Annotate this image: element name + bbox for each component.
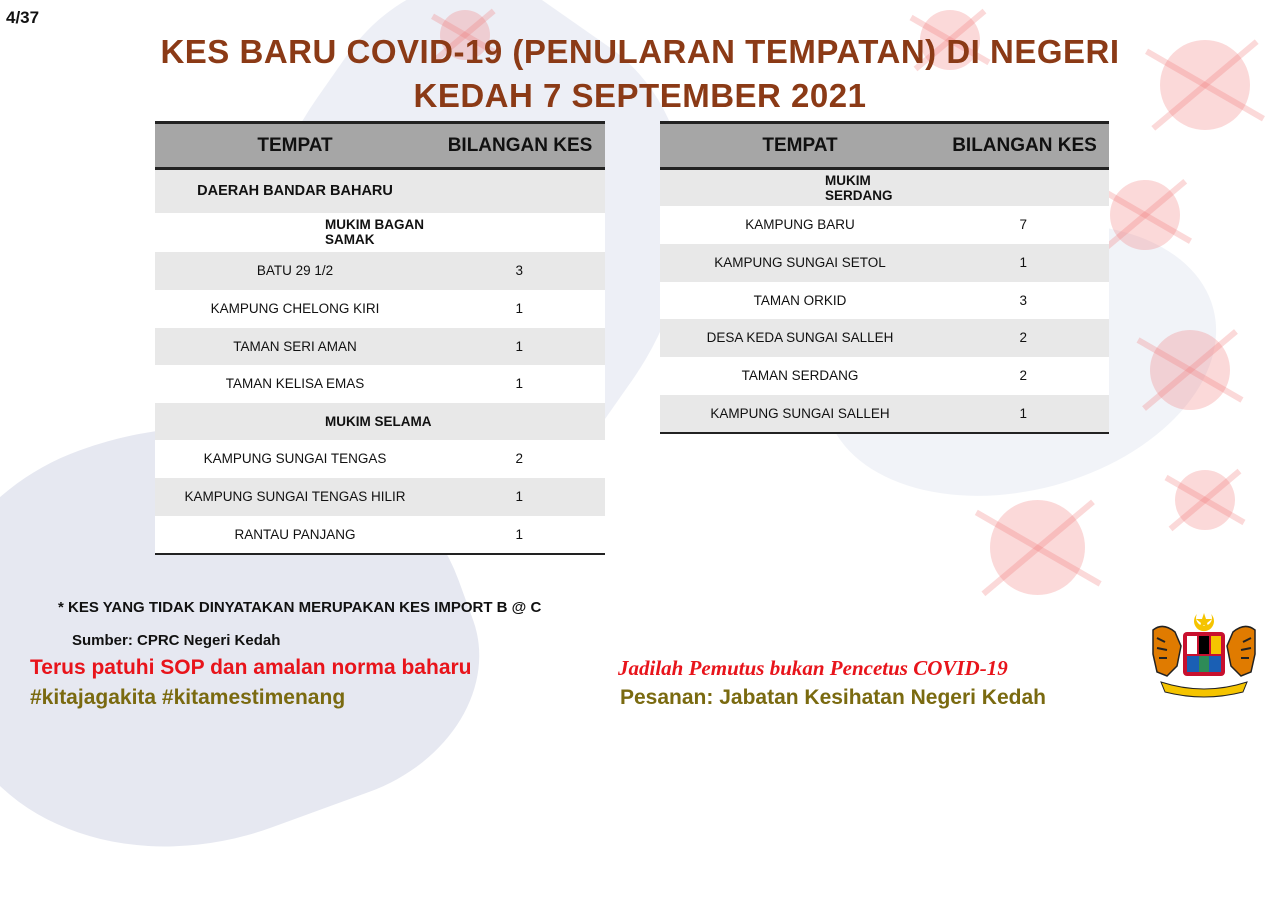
cases-cell: 3 — [435, 252, 605, 290]
place-cell: TAMAN KELISA EMAS — [155, 365, 435, 403]
cases-cell: 7 — [940, 206, 1109, 244]
slogan: Jadilah Pemutus bukan Pencetus COVID-19 — [618, 656, 1008, 680]
place-cell: DESA KEDA SUNGAI SALLEH — [660, 319, 940, 357]
place-cell: KAMPUNG SUNGAI TENGAS — [155, 440, 435, 478]
header-place: TEMPAT — [155, 123, 435, 169]
footnote: * KES YANG TIDAK DINYATAKAN MERUPAKAN KES IMPORT B @ C — [58, 599, 542, 616]
table-row — [155, 290, 605, 328]
virus-decoration-icon — [1160, 40, 1250, 130]
place-cell: TAMAN ORKID — [660, 282, 940, 319]
virus-decoration-icon — [1110, 180, 1180, 250]
virus-decoration-icon — [990, 500, 1085, 595]
place-cell: TAMAN SERDANG — [660, 357, 940, 395]
cases-table-left — [155, 121, 605, 555]
cases-cell: 1 — [435, 365, 605, 403]
cases-cell: 1 — [435, 290, 605, 328]
title-line-1: KES BARU COVID-19 (PENULARAN TEMPATAN) DI NEGERI — [160, 33, 1120, 70]
cases-cell: 1 — [940, 395, 1109, 433]
place-cell: TAMAN SERI AMAN — [155, 328, 435, 365]
source-note: Sumber: CPRC Negeri Kedah — [72, 632, 281, 649]
mukim-cases — [940, 169, 1109, 206]
cases-cell: 1 — [940, 244, 1109, 282]
header-cases: BILANGAN KES — [940, 123, 1109, 169]
table-row — [155, 440, 605, 478]
mukim-name: MUKIM SELAMA — [155, 403, 435, 440]
title-line-2: KEDAH 7 SEPTEMBER 2021 — [413, 77, 867, 114]
pesanan-message: Pesanan: Jabatan Kesihatan Negeri Kedah — [620, 686, 1046, 709]
header-place: TEMPAT — [660, 123, 940, 169]
place-cell: BATU 29 1/2 — [155, 252, 435, 290]
table-row — [660, 206, 1109, 244]
district-cases — [435, 169, 605, 213]
cases-cell: 2 — [940, 357, 1109, 395]
place-cell: KAMPUNG SUNGAI SALLEH — [660, 395, 940, 433]
cases-cell: 1 — [435, 478, 605, 516]
mukim-cases — [435, 403, 605, 440]
cases-cell: 3 — [940, 282, 1109, 319]
place-cell: KAMPUNG SUNGAI TENGAS HILIR — [155, 478, 435, 516]
table-row — [660, 282, 1109, 319]
malaysia-coat-of-arms-icon — [1143, 610, 1265, 700]
table-row — [660, 319, 1109, 357]
table-row — [155, 252, 605, 290]
cases-cell: 2 — [435, 440, 605, 478]
mukim-name: MUKIM BAGAN SAMAK — [155, 213, 435, 252]
table-row — [660, 395, 1109, 433]
table-header — [660, 123, 1109, 169]
cases-cell: 1 — [435, 516, 605, 554]
mukim-cases — [435, 213, 605, 252]
table-row — [155, 365, 605, 403]
header-cases: BILANGAN KES — [435, 123, 605, 169]
hashtags: #kitajagakita #kitamestimenang — [30, 686, 346, 709]
table-row — [660, 357, 1109, 395]
slide-number: 4/37 — [6, 8, 40, 27]
district-name: DAERAH BANDAR BAHARU — [155, 169, 435, 213]
virus-decoration-icon — [1175, 470, 1235, 530]
cases-table-right — [660, 121, 1109, 434]
table-row — [155, 328, 605, 365]
table-row — [155, 516, 605, 554]
place-cell: KAMPUNG SUNGAI SETOL — [660, 244, 940, 282]
place-cell: KAMPUNG CHELONG KIRI — [155, 290, 435, 328]
table-row — [155, 478, 605, 516]
virus-decoration-icon — [1150, 330, 1230, 410]
cases-cell: 2 — [940, 319, 1109, 357]
district-row — [155, 169, 605, 213]
mukim-row — [155, 403, 605, 440]
page-title — [150, 30, 1130, 118]
sop-message: Terus patuhi SOP dan amalan norma baharu — [30, 656, 472, 679]
cases-cell: 1 — [435, 328, 605, 365]
mukim-name: MUKIM SERDANG — [660, 169, 940, 206]
place-cell: RANTAU PANJANG — [155, 516, 435, 554]
table-header — [155, 123, 605, 169]
mukim-row — [660, 169, 1109, 206]
place-cell: KAMPUNG BARU — [660, 206, 940, 244]
table-row — [660, 244, 1109, 282]
mukim-row — [155, 213, 605, 252]
